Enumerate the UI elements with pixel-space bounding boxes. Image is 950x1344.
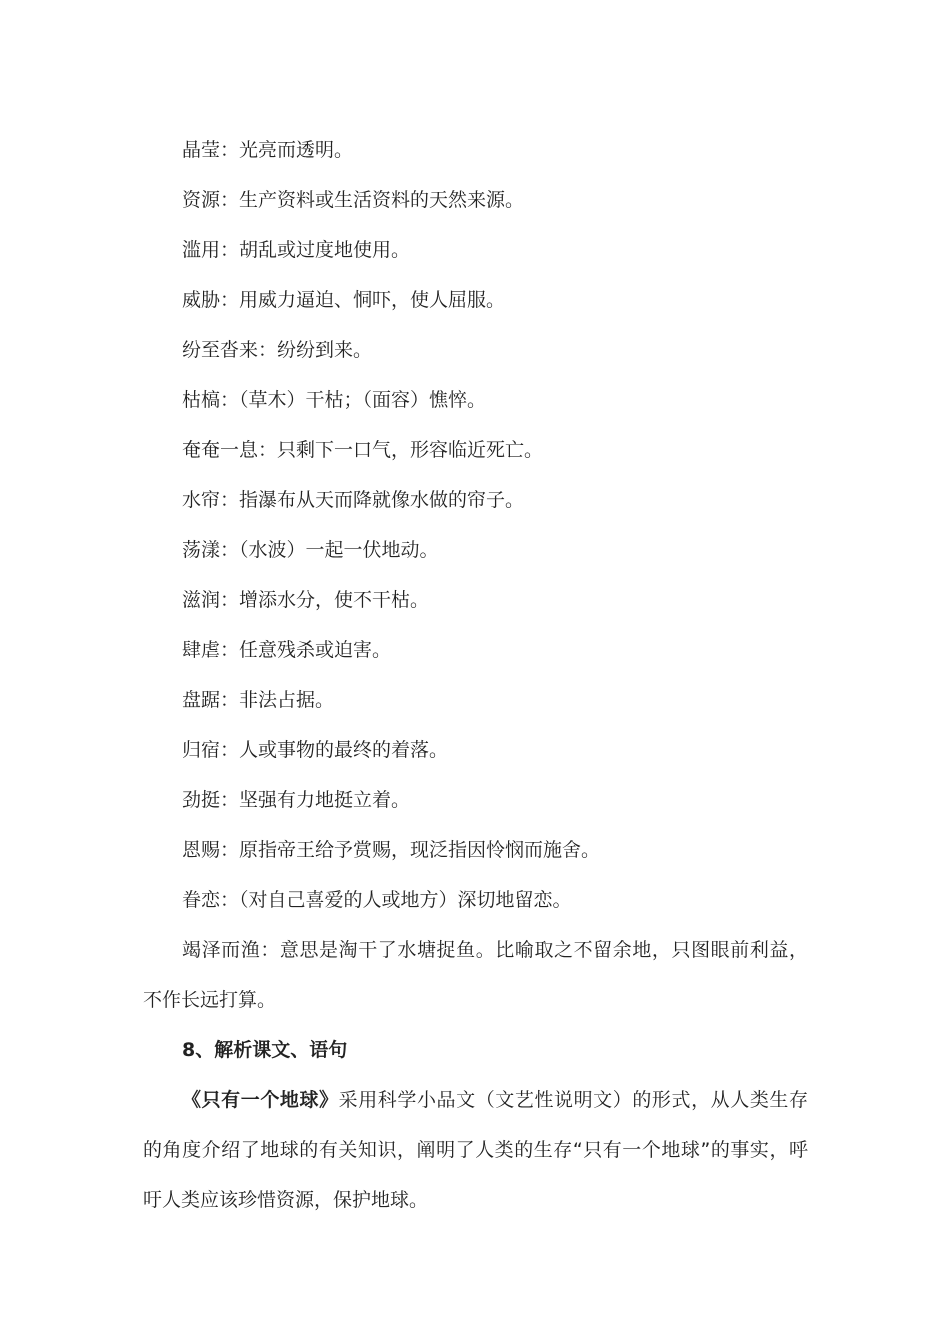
definition-item: 眷恋：（对自己喜爱的人或地方）深切地留恋。 [182,889,572,911]
definition-list [143,125,808,1025]
definition-item: 劲挺：坚强有力地挺立着。 [182,789,411,811]
definition-item: 盘踞：非法占据。 [182,689,335,711]
definition-item: 枯槁：（草木）干枯；（面容）憔悴。 [182,389,487,411]
definition-item: 恩赐：原指帝王给予赏赐，现泛指因怜悯而施舍。 [182,839,601,861]
summary-text: 采用科学小品文（文艺性说明文）的形式，从人类生存的角度介绍了地球的有关知识，阐明了人类的生存“只有一个地球”的事实，呼吁人类应该珍惜资源，保护地球。 [143,1089,808,1211]
definition-item: 纷至沓来：纷纷到来。 [182,339,373,361]
definition-item: 水帘：指瀑布从天而降就像水做的帘子。 [182,489,525,511]
definition-item: 归宿：人或事物的最终的着落。 [182,739,449,761]
definition-item: 肆虐：任意残杀或迫害。 [182,639,392,661]
summary-title: 《只有一个地球》 [182,1089,339,1111]
summary-paragraph [143,1075,808,1225]
document-page [143,125,808,1225]
section-heading: 8、解析课文、语句 [182,1039,348,1061]
definition-item: 晶莹：光亮而透明。 [182,139,354,161]
definition-item: 威胁：用威力逼迫、恫吓，使人屈服。 [182,289,506,311]
definition-item: 资源：生产资料或生活资料的天然来源。 [182,189,525,211]
definition-item: 滋润：增添水分，使不干枯。 [182,589,430,611]
definition-item: 奄奄一息：只剩下一口气，形容临近死亡。 [182,439,544,461]
definition-item-long: 竭泽而渔：意思是淘干了水塘捉鱼。比喻取之不留余地，只图眼前利益，不作长远打算。 [143,939,808,1011]
definition-item: 荡漾：（水波）一起一伏地动。 [182,539,439,561]
definition-item: 滥用：胡乱或过度地使用。 [182,239,411,261]
